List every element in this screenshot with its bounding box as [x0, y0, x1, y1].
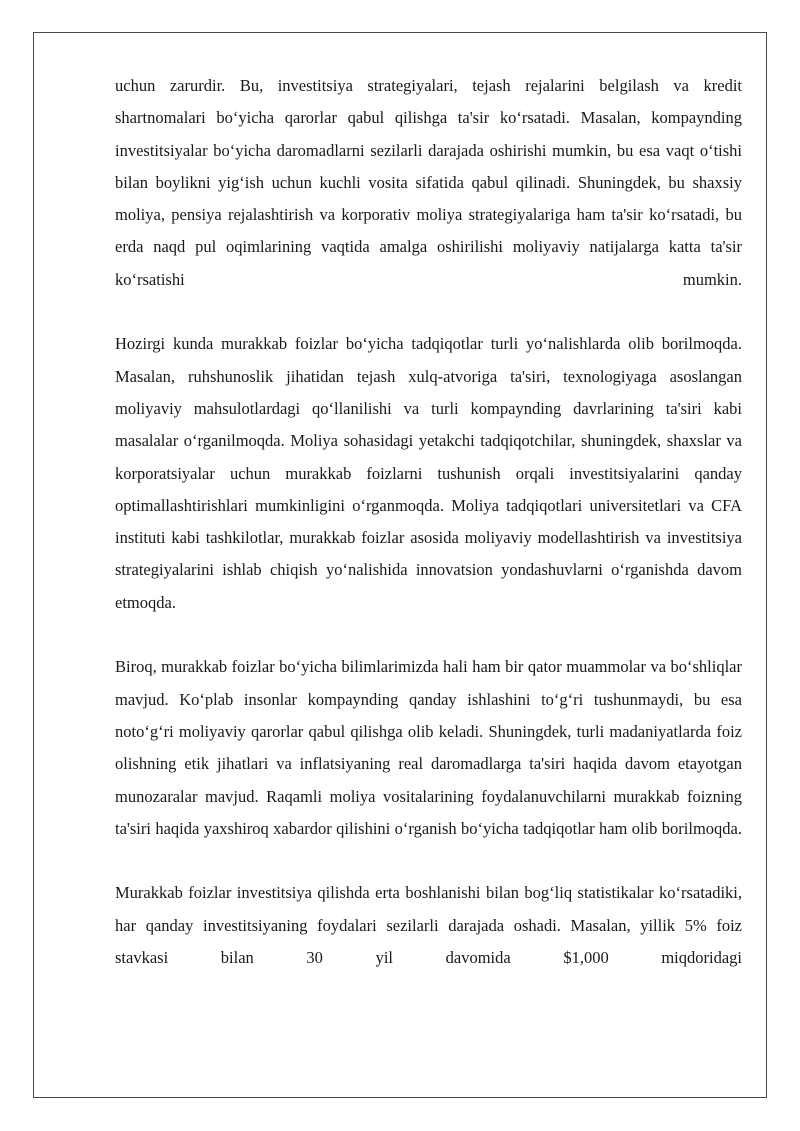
paragraph-2: Hozirgi kunda murakkab foizlar bo‘yicha tadqiqotlar turli yo‘nalishlarda olib borilmoqda. Masalan, ruhshunoslik jihatidan tejash xulq-atvoriga ta'siri, texnologiyaga asoslangan moliyaviy mahsulotlardagi qo‘llanilishi va turli kompaynding davrlarining ta'siri kabi masalalar o‘rganilmoqda. Moliya sohasidagi yetakchi tadqiqotchilar, shuningdek, shaxslar va korporatsiyalar uchun murakkab foizlarni tushunish orqali investitsiyalarini qanday optimallashtirishlari mumkinligini o‘rganmoqda. Moliya tadqiqotlari universitetlari va CFA instituti kabi tashkilotlar, murakkab foizlar asosida moliyaviy modellashtirish va investitsiya strategiyalarini ishlab chiqish yo‘nalishida innovatsion yondashuvlarni o‘rganishda davom etmoqda.	[115, 334, 742, 612]
paragraph-1: uchun zarurdir. Bu, investitsiya strategiyalari, tejash rejalarini belgilash va kredit shartnomalari bo‘yicha qarorlar qabul qilishga ta'sir ko‘rsatadi. Masalan, kompaynding investitsiyalar bo‘yicha daromadlarni sezilarli darajada oshirishi mumkin, bu esa vaqt o‘tishi bilan boylikni yig‘ish uchun kuchli vosita sifatida qabul qilinadi. Shuningdek, bu shaxsiy moliya, pensiya rejalashtirish va korporativ moliya strategiyalariga ham ta'sir ko‘rsatadi, bu erda naqd pul oqimlarining vaqtida amalga oshirilishi moliyaviy natijalarga katta ta'sir ko‘rsatishi mumkin.	[115, 76, 742, 289]
document-body	[115, 70, 742, 974]
paragraph-3: Biroq, murakkab foizlar bo‘yicha bilimlarimizda hali ham bir qator muammolar va bo‘shliqlar mavjud. Ko‘plab insonlar kompaynding qanday ishlashini to‘g‘ri tushunmaydi, bu esa noto‘g‘ri moliyaviy qarorlar qabul qilishga olib keladi. Shuningdek, turli madaniyatlarda foiz olishning etik jihatlari va inflatsiyaning real daromadlarga ta'siri haqida davom etayotgan munozaralar mavjud. Raqamli moliya vositalarining foydalanuvchilarni murakkab foizning ta'siri haqida yaxshiroq xabardor qilishini o‘rganish bo‘yicha tadqiqotlar ham olib borilmoqda.	[115, 657, 742, 838]
paragraph-4: Murakkab foizlar investitsiya qilishda erta boshlanishi bilan bog‘liq statistikalar ko‘rsatadiki, har qanday investitsiyaning foydalari sezilarli darajada oshadi. Masalan, yillik 5% foiz stavkasi bilan 30 yil davomida $1,000 miqdoridagi	[115, 883, 742, 968]
